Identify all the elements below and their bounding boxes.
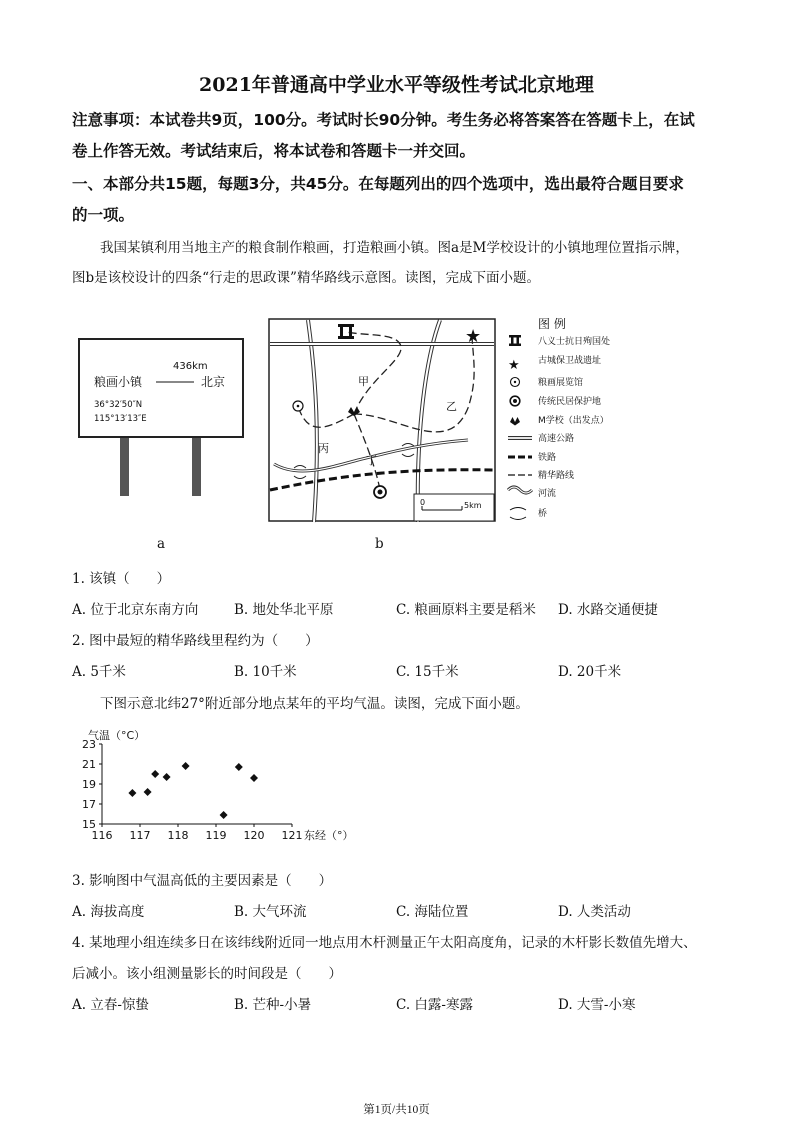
question-2-stem: 2. 图中最短的精华路线里程约为（ ） <box>72 633 319 649</box>
legend-item: 河流 <box>538 489 557 499</box>
section-header-line-2: 的一项。 <box>72 206 135 224</box>
chart-point <box>163 773 171 781</box>
sign-town: 粮画小镇 <box>94 375 143 389</box>
chart-y-tick-label: 21 <box>82 758 96 771</box>
chart-x-tick-label: 116 <box>91 829 113 842</box>
legend-item: 粮画展览馆 <box>538 378 584 388</box>
chart-x-tick-label: 118 <box>167 829 189 842</box>
q3-option-c: C. 海陆位置 <box>396 904 469 920</box>
chart-y-tick-label: 19 <box>82 778 96 791</box>
chart-y-tick-label: 15 <box>82 818 96 831</box>
legend-item: M学校（出发点） <box>538 416 609 426</box>
q2-option-c: C. 15千米 <box>396 664 459 680</box>
chart-x-tick-label: 117 <box>129 829 151 842</box>
chart-x-tick-label: 120 <box>243 829 265 842</box>
legend-item: 传统民居保护地 <box>538 397 602 407</box>
chart-point <box>182 762 190 770</box>
q2-option-a: A. 5千米 <box>72 664 126 680</box>
label-jia: 甲 <box>358 375 369 388</box>
q4-option-a: A. 立春-惊蛰 <box>72 997 149 1013</box>
q2-option-b: B. 10千米 <box>234 664 297 680</box>
sign-latitude: 36°32′50″N <box>94 400 143 410</box>
q3-option-b: B. 大气环流 <box>234 904 307 920</box>
legend-title: 图 例 <box>538 317 566 331</box>
chart-point <box>151 770 159 778</box>
scale-zero: 0 <box>420 498 426 507</box>
temperature-scatter-chart <box>78 722 368 847</box>
legend-bridge-icon <box>510 508 526 520</box>
notice-line-2: 卷上作答无效。考试结束后，将本试卷和答题卡一并交回。 <box>72 142 476 160</box>
chart-y-label: 气温（°C） <box>88 729 146 742</box>
legend-item: 八义士抗日殉国处 <box>538 337 611 347</box>
chart-x-tick-label: 121 <box>281 829 303 842</box>
question-4-line-2: 后减小。该小组测量影长的时间段是（ ） <box>72 966 342 982</box>
chart-point <box>250 774 258 782</box>
legend-river-icon <box>508 487 532 493</box>
chart-y-tick-label: 23 <box>82 738 96 751</box>
legend-item: 高速公路 <box>538 434 575 444</box>
figure-b-map <box>268 318 498 523</box>
legend-star-icon: ★ <box>508 358 520 373</box>
sign-longitude: 115°13′13″E <box>94 414 147 424</box>
q1-option-d: D. 水路交通便捷 <box>558 602 658 618</box>
q1-option-c: C. 粮画原料主要是稻米 <box>396 602 536 618</box>
chart-x-label: 东经（°） <box>304 829 354 842</box>
q4-option-c: C. 白露-寒露 <box>396 997 473 1013</box>
chart-point <box>128 789 136 797</box>
figure-a-signboard <box>78 338 248 498</box>
sign-city: 北京 <box>201 375 226 389</box>
legend-exhibition-icon <box>511 378 520 387</box>
figure-b-caption: b <box>375 536 384 552</box>
dwelling-protection-icon <box>374 486 386 498</box>
label-ding: 丁 <box>366 454 377 467</box>
q1-option-a: A. 位于北京东南方向 <box>72 602 199 618</box>
q1-option-b: B. 地处华北平原 <box>234 602 334 618</box>
chart-point <box>144 788 152 796</box>
legend-memorial-icon <box>509 335 521 346</box>
intro-1-line-1: 我国某镇利用当地主产的粮食制作粮画，打造粮画小镇。图a是M学校设计的小镇地理位置指示牌， <box>100 240 689 256</box>
label-bing: 丙 <box>318 442 329 455</box>
q4-option-b: B. 芒种-小暑 <box>234 997 312 1013</box>
question-4-line-1: 4. 某地理小组连续多日在该纬线附近同一地点用木杆测量正午太阳高度角，记录的木杆影长数值先增大、 <box>72 935 697 951</box>
legend-item: 古城保卫战遗址 <box>538 356 602 366</box>
chart-point <box>235 763 243 771</box>
page-footer: 第1页/共10页 <box>363 1104 430 1116</box>
chart-y-tick-label: 17 <box>82 798 96 811</box>
intro-1-line-2: 图b是该校设计的四条“行走的思政课”精华路线示意图。读图，完成下面小题。 <box>72 270 540 286</box>
legend-item: 桥 <box>538 509 548 519</box>
q4-option-d: D. 大雪-小寒 <box>558 997 636 1013</box>
legend-item: 铁路 <box>538 453 557 463</box>
figure-b-legend <box>506 314 656 526</box>
battle-site-icon: ★ <box>465 326 482 347</box>
figure-a-caption: a <box>157 536 166 552</box>
chart-x-tick-label: 119 <box>205 829 227 842</box>
exhibition-hall-icon <box>293 401 303 411</box>
legend-school-icon <box>510 417 520 426</box>
legend-item: 精华路线 <box>538 471 575 481</box>
chart-point <box>220 811 228 819</box>
question-1-stem: 1. 该镇（ ） <box>72 571 171 587</box>
section-header-line-1: 一、本部分共15题，每题3分，共45分。在每题列出的四个选项中，选出最符合题目要求 <box>72 175 684 193</box>
q3-option-d: D. 人类活动 <box>558 904 631 920</box>
sign-distance: 436km <box>173 361 208 372</box>
intro-2: 下图示意北纬27°附近部分地点某年的平均气温。读图，完成下面小题。 <box>100 696 529 712</box>
label-yi: 乙 <box>446 400 457 413</box>
q3-option-a: A. 海拔高度 <box>72 904 145 920</box>
legend-dwelling-icon <box>510 396 520 406</box>
question-3-stem: 3. 影响图中气温高低的主要因素是（ ） <box>72 873 333 889</box>
notice-line-1: 注意事项：本试卷共9页，100分。考试时长90分钟。考生务必将答案答在答题卡上，在试 <box>72 111 695 129</box>
exam-title: 2021年普通高中学业水平等级性考试北京地理 <box>199 74 594 96</box>
q2-option-d: D. 20千米 <box>558 664 622 680</box>
scale-value: 5km <box>464 501 482 510</box>
